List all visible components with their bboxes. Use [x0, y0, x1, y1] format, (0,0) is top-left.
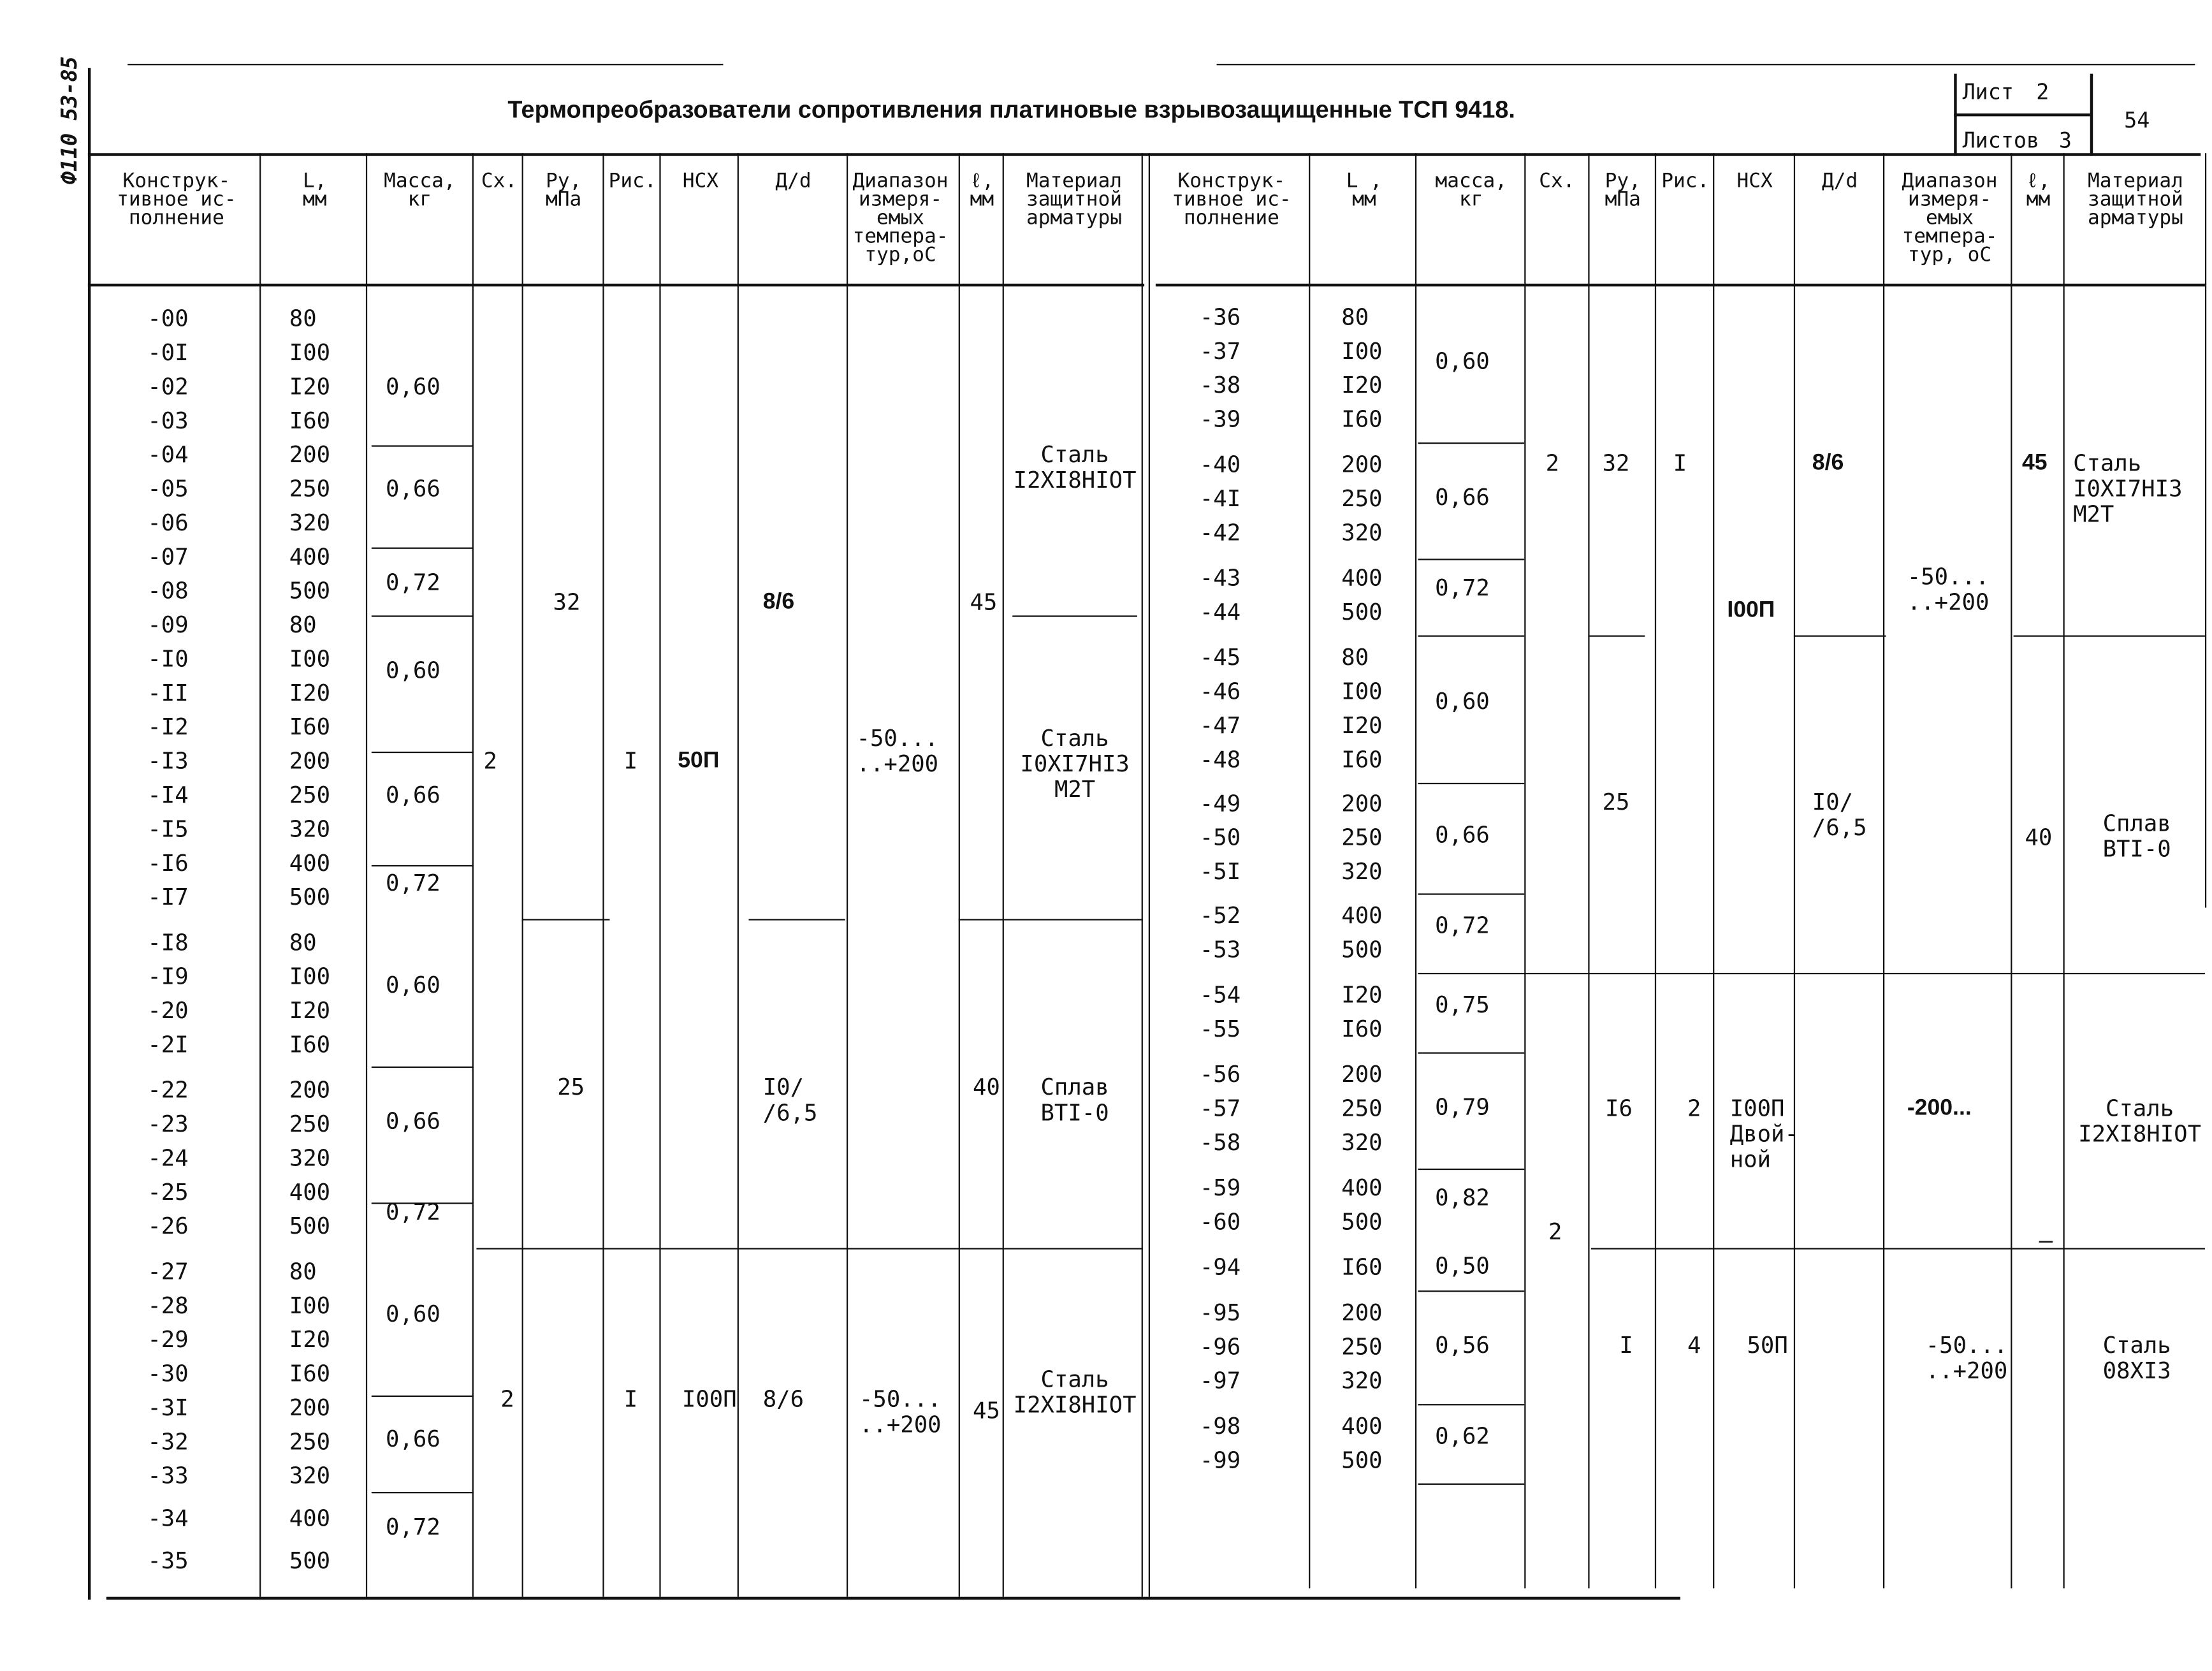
table-row-code: -03 — [147, 407, 189, 434]
group-divider — [1794, 636, 1886, 637]
table-row-length: I60 — [1341, 1253, 1383, 1281]
header-right-6: НСХ — [1736, 170, 1773, 193]
table-row-length: 320 — [289, 1144, 331, 1172]
table-row-length: 320 — [1341, 857, 1383, 886]
material-value: Сталь I0XI7HI3 M2T — [1020, 724, 1130, 803]
header-left-7: Д/d — [775, 170, 811, 193]
table-row-code: -I8 — [147, 928, 189, 956]
group-divider — [1418, 636, 1524, 637]
table-row-code: -I4 — [147, 781, 189, 808]
table-row-length: 250 — [289, 1427, 331, 1456]
mass-value: 0,66 — [386, 1107, 440, 1135]
header-left-9: ℓ, мм — [970, 170, 994, 212]
header-left-4: Ру, мПа — [546, 170, 582, 212]
page-number: 54 — [2124, 108, 2150, 134]
table-row-length: 250 — [1341, 1095, 1383, 1122]
pressure-value: 32 — [553, 588, 581, 616]
column-divider — [1713, 153, 1714, 1588]
range-value: -50... ..+200 — [859, 1385, 942, 1438]
table-row-code: -52 — [1199, 901, 1241, 929]
table-row-code: -45 — [1199, 643, 1241, 671]
table-row-length: 200 — [1341, 1299, 1383, 1326]
group-divider — [1418, 1169, 1524, 1170]
table-row-code: -46 — [1199, 678, 1241, 705]
group-divider — [1012, 615, 1137, 617]
column-divider — [847, 153, 848, 1596]
group-divider — [372, 752, 474, 753]
group-divider — [372, 1492, 474, 1493]
nsx-value: I00П Двой- ной — [1729, 1095, 1798, 1173]
table-row-code: -II — [147, 679, 189, 706]
table-row-length: 200 — [289, 1076, 331, 1104]
nsx-value: I00П — [681, 1385, 737, 1413]
figure-value: I — [623, 747, 638, 775]
table-row-length: 320 — [289, 1462, 331, 1489]
table-row-code: -23 — [147, 1110, 189, 1137]
table-row-length: I60 — [289, 1031, 331, 1058]
l-value: 40 — [972, 1073, 1000, 1101]
table-row-code: -0I — [147, 339, 189, 366]
table-row-length: 400 — [1341, 1412, 1383, 1440]
mass-value: 0,72 — [1435, 912, 1490, 939]
header-left-3: Сх. — [481, 170, 518, 193]
scheme-value: 2 — [1548, 1218, 1562, 1246]
table-row-length: 250 — [1341, 1332, 1383, 1361]
table-row-code: -56 — [1199, 1060, 1241, 1088]
dd-value: I0/ /6,5 — [762, 1073, 818, 1127]
table-row-code: -I5 — [147, 815, 189, 843]
table-row-length: 320 — [1341, 1367, 1383, 1394]
table-row-code: -I3 — [147, 747, 189, 775]
mass-value: 0,72 — [386, 1198, 440, 1225]
table-row-length: I20 — [1341, 371, 1383, 399]
figure-value: I — [1673, 449, 1687, 477]
group-divider — [959, 919, 1143, 920]
table-row-code: -00 — [147, 305, 189, 332]
table-row-length: 200 — [1341, 451, 1383, 478]
column-divider — [2205, 153, 2206, 907]
table-row-code: -99 — [1199, 1446, 1241, 1474]
nsx-value: I00П — [1727, 598, 1775, 623]
table-row-length: 500 — [1341, 936, 1383, 963]
group-divider — [1591, 1248, 2205, 1249]
table-row-length: I20 — [289, 996, 331, 1025]
group-divider — [1418, 1484, 1524, 1485]
header-right-10: Материал защитной арматуры — [2087, 170, 2183, 230]
group-divider — [372, 1067, 474, 1068]
table-row-length: 80 — [289, 1258, 317, 1285]
l-value: – — [2039, 1227, 2053, 1254]
mass-value: 0,60 — [386, 971, 440, 998]
scheme-value: 2 — [483, 747, 497, 775]
material-value: Сплав BTI-0 — [2102, 810, 2171, 863]
mass-value: 0,66 — [1435, 821, 1490, 849]
group-divider — [522, 919, 610, 920]
table-row-code: -02 — [147, 373, 189, 400]
table-row-code: -4I — [1199, 485, 1241, 513]
table-row-length: 80 — [289, 928, 317, 956]
range-value: -50... ..+200 — [1907, 563, 1990, 616]
mass-value: 0,72 — [1435, 574, 1490, 602]
sheet-label: Лист — [1962, 79, 2014, 105]
mass-value: 0,60 — [386, 373, 440, 400]
table-row-code: -I7 — [147, 883, 189, 911]
sheet-number: 2 — [2036, 79, 2049, 105]
header-right-0: Конструк- тивное ис- полнение — [1172, 170, 1292, 230]
sheet-box-line — [1954, 113, 2090, 116]
header-left-0: Конструк- тивное ис- полнение — [117, 170, 236, 230]
table-row-code: -34 — [147, 1505, 189, 1532]
table-row-length: 250 — [1341, 485, 1383, 513]
l-value: 45 — [970, 588, 998, 616]
nsx-value: 50П — [1747, 1331, 1788, 1359]
group-divider — [1418, 973, 2205, 974]
header-left-6: НСХ — [682, 170, 718, 193]
table-row-length: 200 — [289, 747, 331, 775]
mass-value: 0,60 — [1435, 687, 1490, 715]
table-row-length: 500 — [289, 577, 331, 604]
column-divider — [738, 153, 739, 1596]
mass-value: 0,66 — [386, 475, 440, 502]
material-value: Сталь 08XI3 — [2102, 1331, 2171, 1385]
group-divider — [1418, 893, 1524, 894]
table-row-code: -33 — [147, 1462, 189, 1489]
table-row-code: -I2 — [147, 713, 189, 741]
table-row-length: I00 — [1341, 337, 1383, 365]
mass-value: 0,82 — [1435, 1184, 1490, 1211]
col-header-rule — [88, 284, 1144, 286]
header-left-5: Рис. — [608, 170, 657, 193]
l-value: 45 — [972, 1397, 1000, 1424]
table-row-code: -I0 — [147, 645, 189, 673]
scheme-value: 2 — [500, 1385, 514, 1413]
column-divider — [2011, 153, 2012, 1588]
header-right-1: L , мм — [1346, 170, 1382, 212]
range-value: -200... — [1907, 1096, 1972, 1121]
table-row-code: -05 — [147, 475, 189, 502]
table-row-length: I60 — [289, 713, 331, 741]
table-row-length: 320 — [289, 815, 331, 843]
table-row-length: I20 — [1341, 711, 1383, 739]
mass-value: 0,56 — [1435, 1331, 1490, 1359]
mass-value: 0,62 — [1435, 1422, 1490, 1450]
table-row-length: 400 — [289, 849, 331, 877]
table-row-length: 250 — [289, 781, 331, 808]
figure-value: 4 — [1687, 1331, 1701, 1359]
group-divider — [1588, 636, 1645, 637]
table-row-code: -95 — [1199, 1299, 1241, 1326]
table-row-code: -47 — [1199, 711, 1241, 739]
column-divider — [522, 153, 523, 1596]
mass-value: 0,60 — [386, 656, 440, 684]
group-divider — [372, 445, 474, 446]
table-row-code: -I6 — [147, 849, 189, 877]
table-row-length: 200 — [289, 441, 331, 469]
top-rule — [127, 64, 723, 65]
table-row-code: -3I — [147, 1394, 189, 1421]
top-rule — [1217, 64, 2195, 65]
header-right-5: Рис. — [1661, 170, 1710, 193]
table-row-code: -57 — [1199, 1095, 1241, 1122]
table-row-length: 500 — [289, 1547, 331, 1575]
table-row-code: -42 — [1199, 519, 1241, 546]
table-row-code: -55 — [1199, 1015, 1241, 1042]
table-row-code: -48 — [1199, 746, 1241, 773]
header-left-1: L, мм — [303, 170, 327, 212]
table-row-code: -08 — [147, 577, 189, 604]
figure-value: 2 — [1687, 1095, 1701, 1122]
table-row-length: I00 — [289, 339, 331, 366]
group-divider — [372, 548, 474, 549]
material-value: Сталь I2XI8HIOT — [2078, 1095, 2202, 1148]
table-row-length: 320 — [1341, 1128, 1383, 1156]
mass-value: 0,72 — [386, 568, 440, 596]
left-border — [88, 68, 91, 1600]
table-row-code: -26 — [147, 1212, 189, 1240]
table-row-length: 400 — [289, 1505, 331, 1532]
header-left-8: Диапазон измеря- емых темпера- тур,оС — [852, 170, 949, 267]
table-row-code: -5I — [1199, 857, 1241, 886]
table-row-length: 500 — [1341, 1208, 1383, 1236]
header-right-4: Ру, мПа — [1604, 170, 1641, 212]
table-row-length: 250 — [289, 475, 331, 502]
column-divider — [1415, 153, 1416, 1588]
group-divider — [372, 865, 474, 866]
column-divider — [259, 153, 261, 1596]
material-value: Сплав BTI-0 — [1040, 1073, 1109, 1127]
sheets-label: Листов — [1962, 128, 2040, 154]
table-row-code: -49 — [1199, 789, 1241, 817]
table-row-length: 500 — [289, 1212, 331, 1240]
table-row-length: 400 — [289, 543, 331, 571]
material-value: Сталь I0XI7HI3 M2T — [2073, 449, 2183, 528]
table-row-length: I00 — [289, 963, 331, 990]
table-row-length: 250 — [289, 1110, 331, 1137]
group-divider — [372, 1396, 474, 1397]
mass-value: 0,60 — [386, 1300, 440, 1328]
table-row-length: 400 — [1341, 1174, 1383, 1202]
table-row-length: I60 — [1341, 1015, 1383, 1042]
pressure-value: I — [1619, 1331, 1633, 1359]
table-row-code: -53 — [1199, 936, 1241, 963]
mass-value: 0,72 — [386, 1513, 440, 1540]
table-row-code: -50 — [1199, 824, 1241, 851]
table-row-length: I00 — [289, 645, 331, 673]
table-row-code: -37 — [1199, 337, 1241, 365]
table-row-code: -94 — [1199, 1253, 1241, 1281]
nsx-value: 50П — [678, 748, 720, 773]
mass-value: 0,50 — [1435, 1252, 1490, 1280]
dd-value: I0/ /6,5 — [1812, 788, 1867, 842]
group-divider — [2014, 636, 2205, 637]
sheets-number: 3 — [2058, 128, 2072, 154]
table-row-length: I20 — [289, 679, 331, 706]
group-divider — [1418, 1404, 1524, 1405]
table-row-code: -58 — [1199, 1128, 1241, 1156]
l-value: 45 — [2021, 451, 2048, 476]
table-row-code: -07 — [147, 543, 189, 571]
column-divider — [1142, 153, 1143, 1596]
mass-value: 0,79 — [1435, 1093, 1490, 1121]
scheme-value: 2 — [1545, 449, 1560, 477]
table-row-code: -44 — [1199, 598, 1241, 625]
table-row-code: -97 — [1199, 1367, 1241, 1394]
table-row-length: 500 — [1341, 1446, 1383, 1474]
header-left-10: Материал защитной арматуры — [1026, 170, 1122, 230]
table-row-code: -40 — [1199, 451, 1241, 478]
range-value: -50... ..+200 — [856, 724, 939, 777]
table-row-length: 80 — [289, 305, 317, 332]
table-row-length: I60 — [1341, 405, 1383, 433]
column-divider — [959, 153, 960, 1596]
table-row-length: I00 — [289, 1292, 331, 1319]
table-row-length: 80 — [1341, 303, 1369, 331]
group-divider — [372, 615, 474, 617]
table-row-length: 80 — [289, 611, 317, 638]
dd-value: 8/6 — [762, 590, 795, 615]
column-divider — [1309, 153, 1310, 1588]
material-value: Сталь I2XI8HIOT — [1013, 441, 1137, 494]
dd-value: 8/6 — [762, 1385, 804, 1413]
group-divider — [1418, 558, 1524, 560]
table-row-code: -27 — [147, 1258, 189, 1285]
table-row-code: -36 — [1199, 303, 1241, 331]
header-right-3: Сх. — [1539, 170, 1575, 193]
table-row-length: 320 — [289, 509, 331, 536]
table-row-code: -38 — [1199, 371, 1241, 399]
table-row-length: 80 — [1341, 643, 1369, 671]
material-value: Сталь I2XI8HIOT — [1013, 1366, 1137, 1419]
table-row-code: -39 — [1199, 405, 1241, 433]
dd-value: 8/6 — [1812, 451, 1844, 476]
side-stamp: Ф110 53-85 — [56, 56, 83, 185]
mass-value: 0,66 — [1435, 483, 1490, 511]
table-row-length: 500 — [1341, 598, 1383, 625]
header-right-2: масса, кг — [1435, 170, 1508, 212]
column-divider — [602, 153, 604, 1596]
table-row-code: -24 — [147, 1144, 189, 1172]
table-row-length: 200 — [1341, 1060, 1383, 1088]
mass-value: 0,75 — [1435, 991, 1490, 1019]
table-row-code: -28 — [147, 1292, 189, 1319]
header-left-2: Масса, кг — [384, 170, 456, 212]
table-row-length: I00 — [1341, 678, 1383, 705]
table-row-length: 320 — [1341, 519, 1383, 546]
table-row-code: -06 — [147, 509, 189, 536]
group-divider — [748, 919, 845, 920]
table-row-length: I60 — [289, 1360, 331, 1387]
figure-value: I — [623, 1385, 638, 1413]
table-row-code: -I9 — [147, 963, 189, 990]
range-value: -50... ..+200 — [1925, 1331, 2008, 1385]
table-row-code: -04 — [147, 441, 189, 469]
table-row-length: 250 — [1341, 824, 1383, 851]
column-divider — [1883, 153, 1884, 1588]
mass-value: 0,60 — [1435, 347, 1490, 375]
pressure-value: 25 — [1602, 788, 1630, 816]
table-row-code: -96 — [1199, 1332, 1241, 1361]
l-value: 40 — [2025, 824, 2053, 851]
table-row-code: -54 — [1199, 981, 1241, 1009]
pressure-value: I6 — [1605, 1095, 1633, 1122]
table-row-length: I60 — [1341, 746, 1383, 773]
column-divider — [472, 153, 474, 1596]
mass-value: 0,72 — [386, 869, 440, 896]
bottom-border — [106, 1597, 1680, 1600]
group-divider — [1418, 783, 1524, 784]
mass-value: 0,66 — [386, 1425, 440, 1452]
sheet-box-line — [2090, 74, 2093, 156]
table-row-code: -98 — [1199, 1412, 1241, 1440]
table-row-code: -29 — [147, 1325, 189, 1354]
column-divider — [1588, 153, 1589, 1588]
table-row-length: 200 — [1341, 789, 1383, 817]
table-row-code: -09 — [147, 611, 189, 638]
table-row-code: -60 — [1199, 1208, 1241, 1236]
table-row-length: 400 — [1341, 901, 1383, 929]
table-row-code: -59 — [1199, 1174, 1241, 1202]
table-row-code: -30 — [147, 1360, 189, 1387]
table-row-code: -43 — [1199, 564, 1241, 592]
header-right-7: Д/d — [1822, 170, 1858, 193]
column-divider — [1655, 153, 1656, 1588]
column-divider — [1003, 153, 1004, 1596]
column-divider — [1149, 153, 1150, 1596]
group-divider — [1418, 442, 1524, 444]
table-row-length: I20 — [289, 373, 331, 400]
column-divider — [659, 153, 660, 1596]
table-row-code: -35 — [147, 1547, 189, 1575]
column-divider — [1794, 153, 1795, 1588]
header-right-9: ℓ, мм — [2026, 170, 2051, 212]
table-row-code: -25 — [147, 1178, 189, 1206]
table-row-code: -20 — [147, 996, 189, 1025]
table-row-length: I20 — [1341, 981, 1383, 1009]
group-divider — [1418, 1290, 1524, 1292]
mass-value: 0,66 — [386, 781, 440, 808]
table-row-length: I20 — [289, 1325, 331, 1354]
table-row-length: 200 — [289, 1394, 331, 1421]
column-divider — [2063, 153, 2065, 1588]
table-row-length: 500 — [289, 883, 331, 911]
table-row-code: -22 — [147, 1076, 189, 1104]
table-row-code: -2I — [147, 1031, 189, 1058]
table-row-length: 400 — [1341, 564, 1383, 592]
table-row-length: I60 — [289, 407, 331, 434]
group-divider — [1418, 1053, 1524, 1054]
column-divider — [1524, 153, 1525, 1588]
page-title: Термопреобразователи сопротивления платиновые взрывозащищенные ТСП 9418. — [507, 96, 1515, 124]
pressure-value: 25 — [557, 1073, 585, 1101]
table-row-code: -32 — [147, 1427, 189, 1456]
col-header-rule — [1156, 284, 2205, 286]
header-right-8: Диапазон измеря- емых темпера- тур, оС — [1902, 170, 1998, 267]
table-row-length: 400 — [289, 1178, 331, 1206]
column-divider — [366, 153, 367, 1596]
group-divider — [476, 1248, 1142, 1249]
pressure-value: 32 — [1602, 449, 1630, 477]
